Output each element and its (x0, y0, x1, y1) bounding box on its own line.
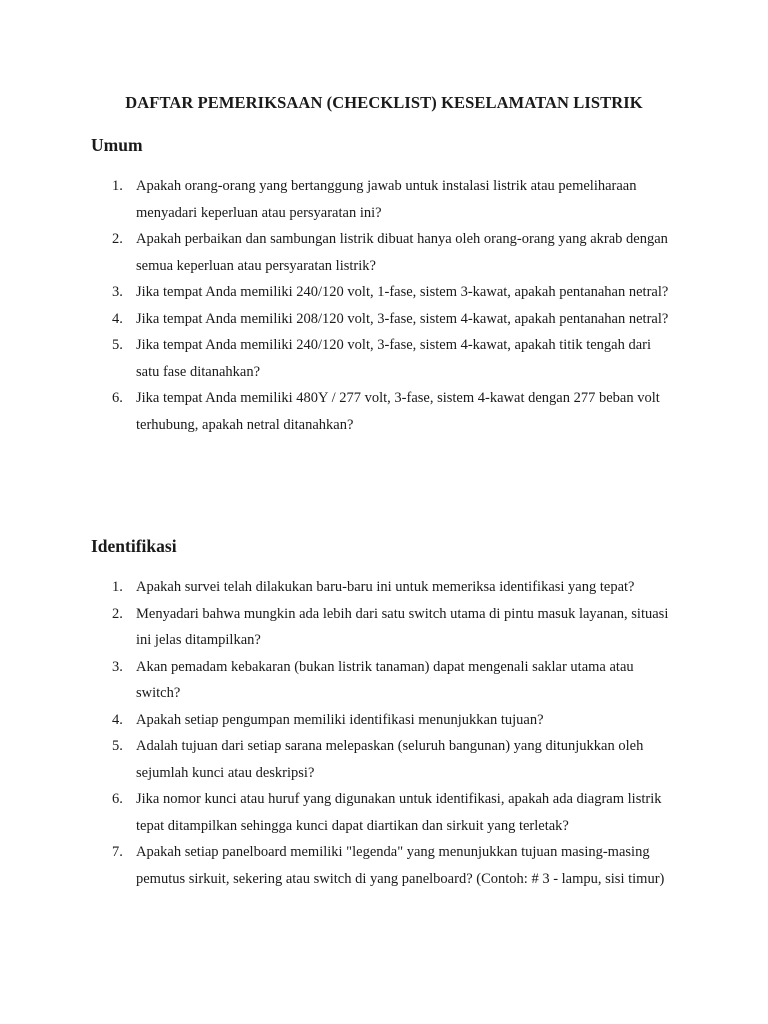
item-text: Apakah orang-orang yang bertanggung jawab untuk instalasi listrik atau pemeliharaan menyadari keperluan atau persyaratan ini? (136, 178, 637, 221)
item-text: Apakah setiap pengumpan memiliki identifikasi menunjukkan tujuan? (136, 711, 544, 728)
item-text: Jika tempat Anda memiliki 480Y / 277 volt, 3-fase, sistem 4-kawat dengan 277 beban volt terhubung, apakah netral ditanahkan? (136, 390, 660, 433)
item-number: 5. (112, 337, 123, 353)
item-number: 1. (112, 579, 123, 595)
item-text: Menyadari bahwa mungkin ada lebih dari satu switch utama di pintu masuk layanan, situasi ini jelas ditampilkan? (136, 605, 669, 648)
item-number: 1. (112, 178, 123, 194)
section-heading-identifikasi: Identifikasi (91, 536, 177, 556)
item-text: Akan pemadam kebakaran (bukan listrik tanaman) dapat mengenali saklar utama atau switch? (136, 658, 634, 701)
document-title: DAFTAR PEMERIKSAAN (CHECKLIST) KESELAMATAN LISTRIK (125, 93, 643, 112)
list-item (0, 226, 676, 279)
item-number: 2. (112, 231, 123, 247)
item-number: 2. (112, 605, 123, 622)
list-item (0, 279, 676, 306)
list-item (0, 654, 676, 707)
item-text: Adalah tujuan dari setiap sarana melepaskan (seluruh bangunan) yang ditunjukkan oleh sejumlah kunci atau deskripsi? (136, 738, 644, 781)
list-item (0, 601, 676, 654)
item-text: Jika nomor kunci atau huruf yang digunakan untuk identifikasi, apakah ada diagram listrik tepat ditampilkan sehingga kunci dapat diartikan dan sirkuit yang terletak? (136, 791, 662, 834)
item-number: 6. (112, 791, 123, 807)
item-text: Apakah setiap panelboard memiliki "legenda" yang menunjukkan tujuan masing-masing pemutus sirkuit, sekering atau switch di yang panelboard? (Contoh: # 3 - lampu, sisi timur) (136, 844, 665, 887)
list-item (0, 707, 676, 734)
item-number: 5. (112, 738, 123, 754)
list-item (0, 574, 676, 601)
item-number: 4. (112, 711, 123, 728)
item-text: Apakah perbaikan dan sambungan listrik dibuat hanya oleh orang-orang yang akrab dengan semua keperluan atau persyaratan listrik? (136, 231, 668, 274)
item-text: Jika tempat Anda memiliki 240/120 volt, 1-fase, sistem 3-kawat, apakah pentanahan netral? (136, 284, 669, 300)
item-text: Apakah survei telah dilakukan baru-baru ini untuk memeriksa identifikasi yang tepat? (136, 579, 635, 595)
item-number: 3. (112, 284, 123, 300)
list-item (0, 385, 676, 438)
item-text: Jika tempat Anda memiliki 240/120 volt, 3-fase, sistem 4-kawat, apakah titik tengah dari satu fase ditanahkan? (136, 337, 652, 380)
list-item (0, 786, 676, 839)
list-item (0, 173, 676, 226)
list-item (0, 306, 676, 333)
list-item (0, 733, 676, 786)
item-number: 3. (112, 658, 123, 675)
section-heading-umum: Umum (91, 135, 143, 155)
item-number: 6. (112, 390, 123, 406)
question-list-umum (0, 173, 768, 438)
list-item (0, 839, 676, 892)
question-list-identifikasi (0, 574, 768, 892)
list-item (0, 332, 676, 385)
item-number: 4. (112, 310, 123, 327)
item-number: 7. (112, 844, 123, 860)
item-text: Jika tempat Anda memiliki 208/120 volt, 3-fase, sistem 4-kawat, apakah pentanahan netral? (136, 310, 669, 327)
